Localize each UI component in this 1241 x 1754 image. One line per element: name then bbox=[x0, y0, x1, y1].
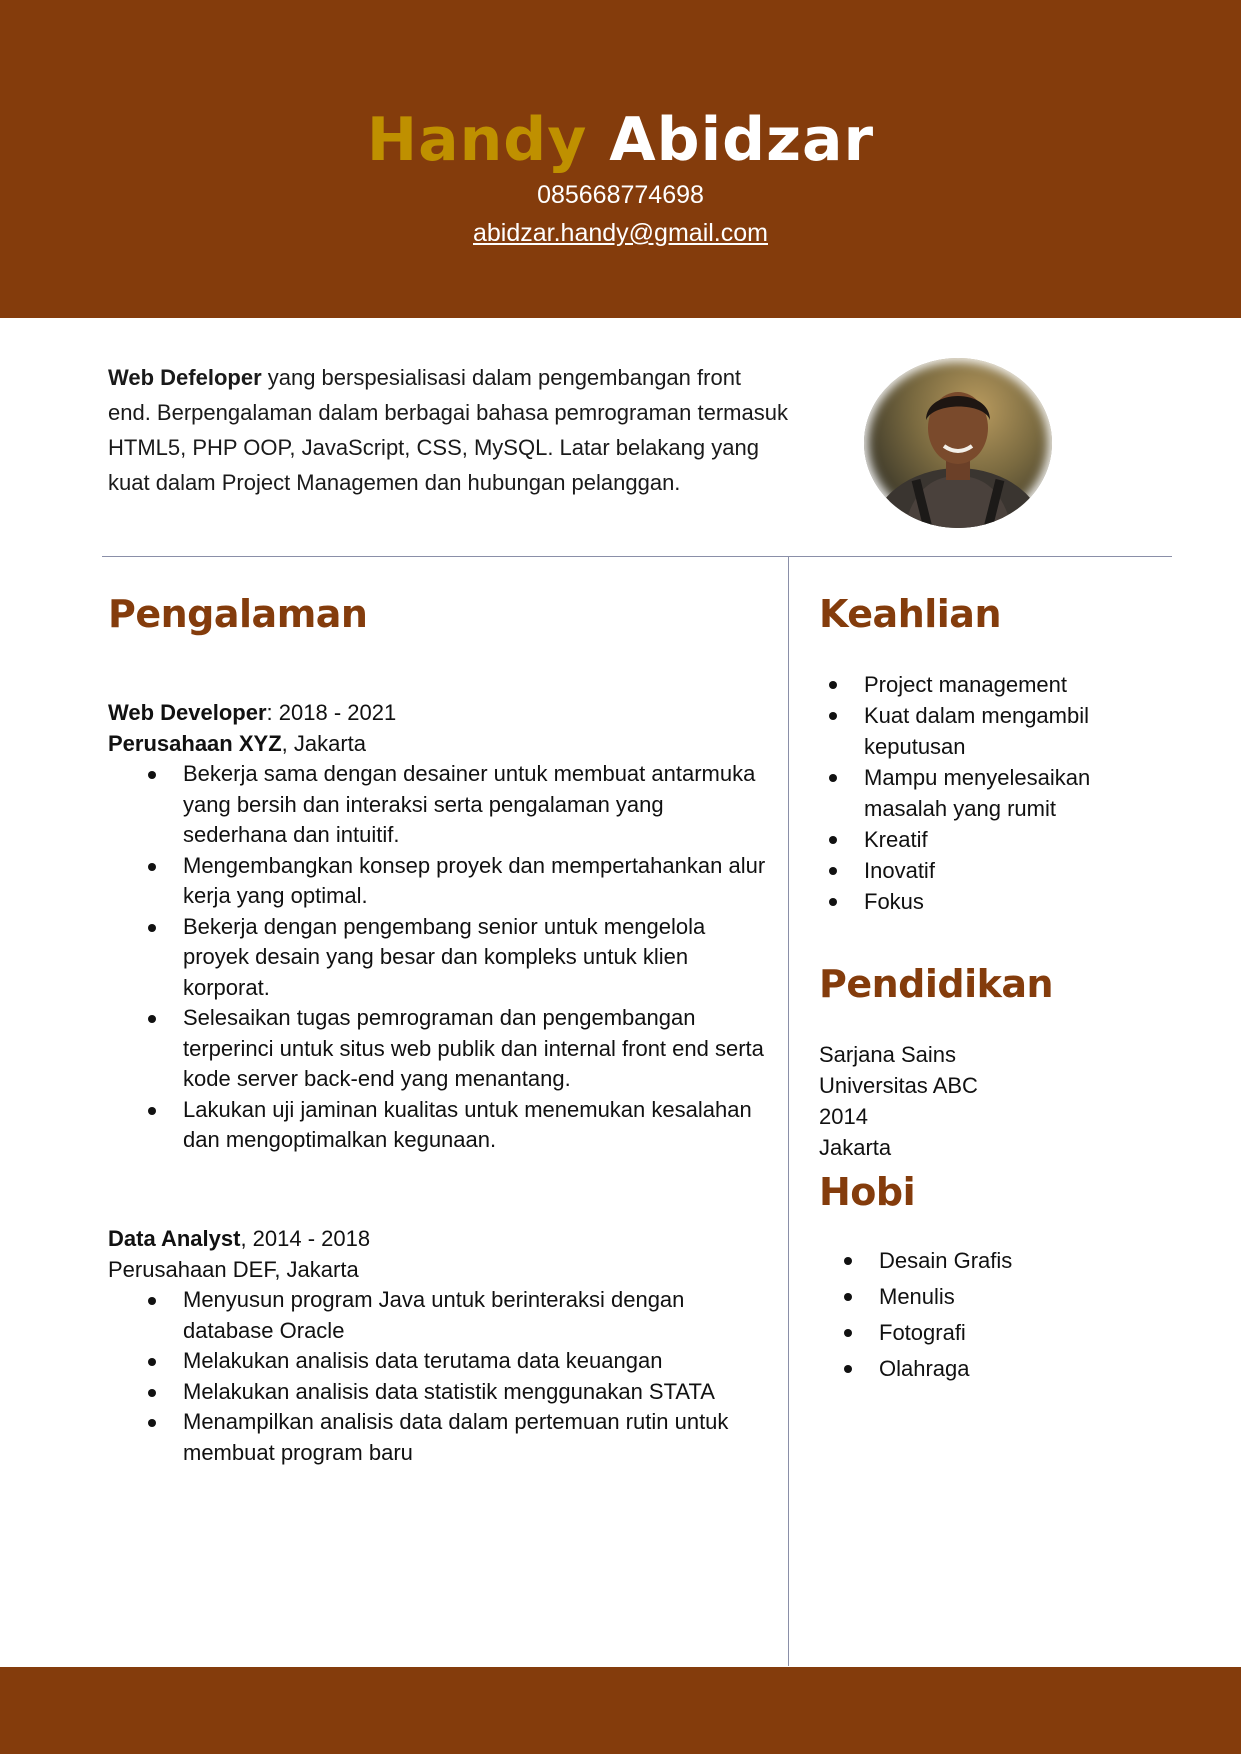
company-name: Perusahaan XYZ bbox=[108, 730, 282, 756]
education-year: 2014 bbox=[819, 1104, 868, 1129]
footer-banner bbox=[0, 1667, 1241, 1754]
list-item: Fotografi bbox=[879, 1315, 1139, 1351]
company-line bbox=[108, 729, 768, 760]
list-item: Olahraga bbox=[879, 1351, 1139, 1387]
job-entry bbox=[108, 1224, 768, 1468]
list-item: Kreatif bbox=[864, 824, 1139, 855]
list-item: Fokus bbox=[864, 886, 1139, 917]
hobbies-section bbox=[819, 1243, 1139, 1387]
person-illustration bbox=[864, 358, 1052, 528]
list-item: Selesaikan tugas pemrograman dan pengembangan terperinci untuk situs web publik dan internal front end serta kode server back-end yang menantang. bbox=[183, 1003, 768, 1095]
job-role: Data Analyst bbox=[108, 1226, 241, 1251]
list-item: Bekerja dengan pengembang senior untuk mengelola proyek desain yang besar dan kompleks untuk klien korporat. bbox=[183, 912, 768, 1004]
experience-heading: Pengalaman bbox=[108, 592, 368, 636]
list-item: Bekerja sama dengan desainer untuk membuat antarmuka yang bersih dan interaksi serta pengalaman yang sederhana dan intuitif. bbox=[183, 759, 768, 851]
list-item: Desain Grafis bbox=[879, 1243, 1139, 1279]
education-degree: Sarjana Sains bbox=[819, 1042, 956, 1067]
list-item: Kuat dalam mengambil keputusan bbox=[864, 700, 1139, 762]
job-entry bbox=[108, 698, 768, 1156]
job-title-line bbox=[108, 1224, 768, 1255]
last-name: Abidzar bbox=[609, 105, 875, 175]
list-item: Menyusun program Java untuk berinteraksi dengan database Oracle bbox=[183, 1285, 768, 1346]
skills-list bbox=[819, 669, 1139, 917]
full-name bbox=[0, 100, 1241, 180]
first-name: Handy bbox=[366, 105, 588, 175]
list-item: Mampu menyelesaikan masalah yang rumit bbox=[864, 762, 1139, 824]
list-item: Menampilkan analisis data dalam pertemuan rutin untuk membuat program baru bbox=[183, 1407, 768, 1468]
list-item: Inovatif bbox=[864, 855, 1139, 886]
education-heading: Pendidikan bbox=[819, 962, 1054, 1006]
education-school: Universitas ABC bbox=[819, 1073, 978, 1098]
company-line: Perusahaan DEF, Jakarta bbox=[108, 1256, 359, 1282]
job-period: , 2014 - 2018 bbox=[240, 1226, 371, 1251]
summary-text: yang berspesialisasi dalam pengembangan front end. Berpengalaman dalam berbagai bahasa pemrograman termasuk HTML5, PHP OOP, JavaScript, CSS, MySQL. Latar belakang yang kuat dalam Project Managemen dan hubungan pelanggan. bbox=[108, 365, 788, 495]
list-item: Mengembangkan konsep proyek dan mempertahankan alur kerja yang optimal. bbox=[183, 851, 768, 912]
list-item: Project management bbox=[864, 669, 1139, 700]
profile-photo bbox=[864, 358, 1052, 528]
hobbies-list bbox=[819, 1243, 1139, 1387]
hobbies-heading: Hobi bbox=[819, 1170, 916, 1214]
list-item: Melakukan analisis data statistik menggunakan STATA bbox=[183, 1377, 768, 1408]
job-duties bbox=[108, 759, 768, 1156]
job-duties bbox=[108, 1285, 768, 1468]
job-role: Web Developer bbox=[108, 700, 267, 725]
job-title-line bbox=[108, 698, 768, 729]
education-city: Jakarta bbox=[819, 1135, 892, 1160]
list-item: Lakukan uji jaminan kualitas untuk menemukan kesalahan dan mengoptimalkan kegunaan. bbox=[183, 1095, 768, 1156]
skills-section bbox=[819, 669, 1139, 917]
summary-lead: Web Defeloper bbox=[108, 365, 262, 390]
company-location: , Jakarta bbox=[281, 730, 367, 756]
email-link[interactable]: abidzar.handy@gmail.com bbox=[473, 219, 768, 247]
phone-number: 085668774698 bbox=[537, 181, 704, 209]
education-section bbox=[819, 1039, 1139, 1163]
list-item: Menulis bbox=[879, 1279, 1139, 1315]
email-container bbox=[0, 216, 1241, 250]
horizontal-divider bbox=[102, 556, 1172, 557]
list-item: Melakukan analisis data terutama data keuangan bbox=[183, 1346, 768, 1377]
header-banner bbox=[0, 0, 1241, 318]
profile-summary bbox=[108, 360, 788, 500]
skills-heading: Keahlian bbox=[819, 592, 1001, 636]
vertical-divider bbox=[788, 556, 789, 1666]
job-period: : 2018 - 2021 bbox=[266, 700, 397, 725]
